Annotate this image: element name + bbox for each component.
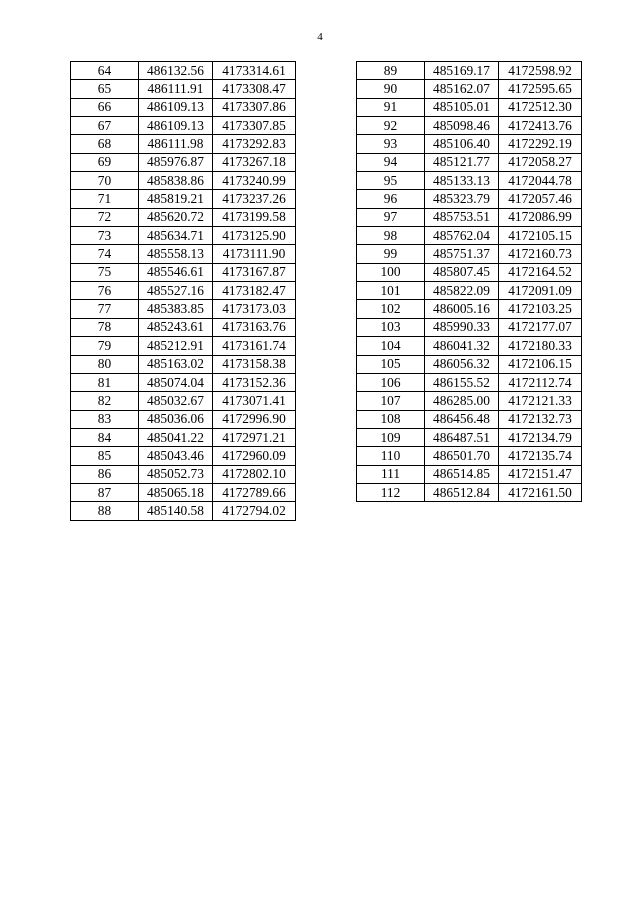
point-number-cell: 78 (71, 318, 139, 336)
point-number-cell: 100 (357, 263, 425, 281)
x-coordinate-cell: 485819.21 (139, 190, 213, 208)
y-coordinate-cell: 4173173.03 (213, 300, 296, 318)
y-coordinate-cell: 4173240.99 (213, 172, 296, 190)
point-number-cell: 90 (357, 80, 425, 98)
y-coordinate-cell: 4173163.76 (213, 318, 296, 336)
y-coordinate-cell: 4172177.07 (499, 318, 582, 336)
table-row (357, 117, 582, 135)
y-coordinate-cell: 4172151.47 (499, 465, 582, 483)
table-row (357, 483, 582, 501)
coordinates-table-right (356, 61, 582, 502)
y-coordinate-cell: 4172971.21 (213, 428, 296, 446)
y-coordinate-cell: 4172802.10 (213, 465, 296, 483)
y-coordinate-cell: 4173161.74 (213, 337, 296, 355)
y-coordinate-cell: 4173308.47 (213, 80, 296, 98)
y-coordinate-cell: 4172121.33 (499, 392, 582, 410)
table-row (71, 135, 296, 153)
table-row (71, 483, 296, 501)
point-number-cell: 97 (357, 208, 425, 226)
y-coordinate-cell: 4173071.41 (213, 392, 296, 410)
y-coordinate-cell: 4172160.73 (499, 245, 582, 263)
point-number-cell: 87 (71, 483, 139, 501)
y-coordinate-cell: 4173307.85 (213, 117, 296, 135)
y-coordinate-cell: 4173292.83 (213, 135, 296, 153)
y-coordinate-cell: 4172135.74 (499, 447, 582, 465)
table-row (71, 502, 296, 520)
x-coordinate-cell: 485133.13 (425, 172, 499, 190)
table-row (357, 135, 582, 153)
point-number-cell: 75 (71, 263, 139, 281)
point-number-cell: 96 (357, 190, 425, 208)
x-coordinate-cell: 485074.04 (139, 373, 213, 391)
table-row (357, 172, 582, 190)
point-number-cell: 89 (357, 62, 425, 80)
y-coordinate-cell: 4172091.09 (499, 282, 582, 300)
x-coordinate-cell: 485098.46 (425, 117, 499, 135)
point-number-cell: 66 (71, 98, 139, 116)
x-coordinate-cell: 485041.22 (139, 428, 213, 446)
coordinates-table-left (70, 61, 296, 521)
point-number-cell: 108 (357, 410, 425, 428)
x-coordinate-cell: 486041.32 (425, 337, 499, 355)
y-coordinate-cell: 4173314.61 (213, 62, 296, 80)
point-number-cell: 65 (71, 80, 139, 98)
point-number-cell: 94 (357, 153, 425, 171)
point-number-cell: 83 (71, 410, 139, 428)
y-coordinate-cell: 4172105.15 (499, 227, 582, 245)
x-coordinate-cell: 485162.07 (425, 80, 499, 98)
table-row (71, 392, 296, 410)
x-coordinate-cell: 485383.85 (139, 300, 213, 318)
x-coordinate-cell: 486056.32 (425, 355, 499, 373)
y-coordinate-cell: 4172292.19 (499, 135, 582, 153)
point-number-cell: 86 (71, 465, 139, 483)
y-coordinate-cell: 4173167.87 (213, 263, 296, 281)
x-coordinate-cell: 486501.70 (425, 447, 499, 465)
point-number-cell: 76 (71, 282, 139, 300)
table-row (71, 227, 296, 245)
x-coordinate-cell: 485105.01 (425, 98, 499, 116)
table-row (71, 373, 296, 391)
table-row (357, 447, 582, 465)
x-coordinate-cell: 485546.61 (139, 263, 213, 281)
y-coordinate-cell: 4172996.90 (213, 410, 296, 428)
x-coordinate-cell: 485052.73 (139, 465, 213, 483)
table-row (357, 62, 582, 80)
table-row (357, 263, 582, 281)
x-coordinate-cell: 485043.46 (139, 447, 213, 465)
point-number-cell: 68 (71, 135, 139, 153)
y-coordinate-cell: 4172794.02 (213, 502, 296, 520)
table-row (71, 208, 296, 226)
y-coordinate-cell: 4172789.66 (213, 483, 296, 501)
table-row (357, 318, 582, 336)
table-row (71, 263, 296, 281)
x-coordinate-cell: 485838.86 (139, 172, 213, 190)
point-number-cell: 77 (71, 300, 139, 318)
y-coordinate-cell: 4173158.38 (213, 355, 296, 373)
point-number-cell: 102 (357, 300, 425, 318)
y-coordinate-cell: 4172512.30 (499, 98, 582, 116)
x-coordinate-cell: 485212.91 (139, 337, 213, 355)
y-coordinate-cell: 4172134.79 (499, 428, 582, 446)
point-number-cell: 104 (357, 337, 425, 355)
point-number-cell: 69 (71, 153, 139, 171)
point-number-cell: 112 (357, 483, 425, 501)
table-row (71, 355, 296, 373)
point-number-cell: 93 (357, 135, 425, 153)
point-number-cell: 107 (357, 392, 425, 410)
point-number-cell: 74 (71, 245, 139, 263)
table-row (71, 428, 296, 446)
y-coordinate-cell: 4172960.09 (213, 447, 296, 465)
table-row (71, 465, 296, 483)
x-coordinate-cell: 486132.56 (139, 62, 213, 80)
y-coordinate-cell: 4172413.76 (499, 117, 582, 135)
point-number-cell: 111 (357, 465, 425, 483)
x-coordinate-cell: 485976.87 (139, 153, 213, 171)
x-coordinate-cell: 485169.17 (425, 62, 499, 80)
point-number-cell: 110 (357, 447, 425, 465)
table-row (71, 62, 296, 80)
y-coordinate-cell: 4173152.36 (213, 373, 296, 391)
point-number-cell: 70 (71, 172, 139, 190)
x-coordinate-cell: 485140.58 (139, 502, 213, 520)
point-number-cell: 109 (357, 428, 425, 446)
point-number-cell: 67 (71, 117, 139, 135)
point-number-cell: 103 (357, 318, 425, 336)
y-coordinate-cell: 4173182.47 (213, 282, 296, 300)
point-number-cell: 99 (357, 245, 425, 263)
x-coordinate-cell: 485527.16 (139, 282, 213, 300)
table-row (71, 447, 296, 465)
y-coordinate-cell: 4172058.27 (499, 153, 582, 171)
x-coordinate-cell: 485751.37 (425, 245, 499, 263)
table-row (71, 98, 296, 116)
x-coordinate-cell: 485243.61 (139, 318, 213, 336)
point-number-cell: 95 (357, 172, 425, 190)
table-row (357, 410, 582, 428)
y-coordinate-cell: 4172044.78 (499, 172, 582, 190)
table-row (357, 282, 582, 300)
x-coordinate-cell: 485323.79 (425, 190, 499, 208)
point-number-cell: 106 (357, 373, 425, 391)
x-coordinate-cell: 485036.06 (139, 410, 213, 428)
table-row (357, 227, 582, 245)
point-number-cell: 92 (357, 117, 425, 135)
table-row (357, 337, 582, 355)
point-number-cell: 105 (357, 355, 425, 373)
y-coordinate-cell: 4173125.90 (213, 227, 296, 245)
x-coordinate-cell: 485106.40 (425, 135, 499, 153)
x-coordinate-cell: 486155.52 (425, 373, 499, 391)
x-coordinate-cell: 485822.09 (425, 282, 499, 300)
table-row (71, 410, 296, 428)
x-coordinate-cell: 486456.48 (425, 410, 499, 428)
x-coordinate-cell: 486111.91 (139, 80, 213, 98)
x-coordinate-cell: 486285.00 (425, 392, 499, 410)
y-coordinate-cell: 4172057.46 (499, 190, 582, 208)
x-coordinate-cell: 485065.18 (139, 483, 213, 501)
y-coordinate-cell: 4173267.18 (213, 153, 296, 171)
table-row (357, 373, 582, 391)
table-row (357, 392, 582, 410)
y-coordinate-cell: 4172595.65 (499, 80, 582, 98)
x-coordinate-cell: 486512.84 (425, 483, 499, 501)
y-coordinate-cell: 4172598.92 (499, 62, 582, 80)
point-number-cell: 84 (71, 428, 139, 446)
x-coordinate-cell: 485634.71 (139, 227, 213, 245)
x-coordinate-cell: 486514.85 (425, 465, 499, 483)
table-row (71, 282, 296, 300)
table-row (357, 428, 582, 446)
point-number-cell: 79 (71, 337, 139, 355)
table-row (357, 465, 582, 483)
table-row (357, 80, 582, 98)
x-coordinate-cell: 485163.02 (139, 355, 213, 373)
x-coordinate-cell: 485121.77 (425, 153, 499, 171)
y-coordinate-cell: 4172132.73 (499, 410, 582, 428)
x-coordinate-cell: 486109.13 (139, 117, 213, 135)
table-row (357, 300, 582, 318)
x-coordinate-cell: 486005.16 (425, 300, 499, 318)
point-number-cell: 73 (71, 227, 139, 245)
y-coordinate-cell: 4173237.26 (213, 190, 296, 208)
y-coordinate-cell: 4172161.50 (499, 483, 582, 501)
x-coordinate-cell: 485807.45 (425, 263, 499, 281)
point-number-cell: 64 (71, 62, 139, 80)
y-coordinate-cell: 4172103.25 (499, 300, 582, 318)
table-row (71, 318, 296, 336)
point-number-cell: 81 (71, 373, 139, 391)
point-number-cell: 82 (71, 392, 139, 410)
table-row (71, 172, 296, 190)
table-row (357, 355, 582, 373)
y-coordinate-cell: 4172112.74 (499, 373, 582, 391)
x-coordinate-cell: 485753.51 (425, 208, 499, 226)
x-coordinate-cell: 485558.13 (139, 245, 213, 263)
point-number-cell: 72 (71, 208, 139, 226)
y-coordinate-cell: 4172164.52 (499, 263, 582, 281)
y-coordinate-cell: 4173111.90 (213, 245, 296, 263)
table-row (357, 208, 582, 226)
x-coordinate-cell: 486487.51 (425, 428, 499, 446)
x-coordinate-cell: 485990.33 (425, 318, 499, 336)
table-row (357, 153, 582, 171)
table-row (71, 300, 296, 318)
x-coordinate-cell: 486111.98 (139, 135, 213, 153)
table-row (71, 80, 296, 98)
table-row (71, 117, 296, 135)
point-number-cell: 71 (71, 190, 139, 208)
page-number: 4 (317, 31, 323, 43)
y-coordinate-cell: 4172180.33 (499, 337, 582, 355)
y-coordinate-cell: 4173307.86 (213, 98, 296, 116)
y-coordinate-cell: 4172086.99 (499, 208, 582, 226)
y-coordinate-cell: 4172106.15 (499, 355, 582, 373)
table-row (71, 153, 296, 171)
y-coordinate-cell: 4173199.58 (213, 208, 296, 226)
x-coordinate-cell: 485032.67 (139, 392, 213, 410)
x-coordinate-cell: 485620.72 (139, 208, 213, 226)
point-number-cell: 80 (71, 355, 139, 373)
x-coordinate-cell: 486109.13 (139, 98, 213, 116)
table-row (71, 245, 296, 263)
table-row (357, 98, 582, 116)
table-row (71, 190, 296, 208)
point-number-cell: 85 (71, 447, 139, 465)
point-number-cell: 91 (357, 98, 425, 116)
point-number-cell: 98 (357, 227, 425, 245)
table-row (357, 190, 582, 208)
table-row (357, 245, 582, 263)
point-number-cell: 88 (71, 502, 139, 520)
x-coordinate-cell: 485762.04 (425, 227, 499, 245)
point-number-cell: 101 (357, 282, 425, 300)
table-row (71, 337, 296, 355)
